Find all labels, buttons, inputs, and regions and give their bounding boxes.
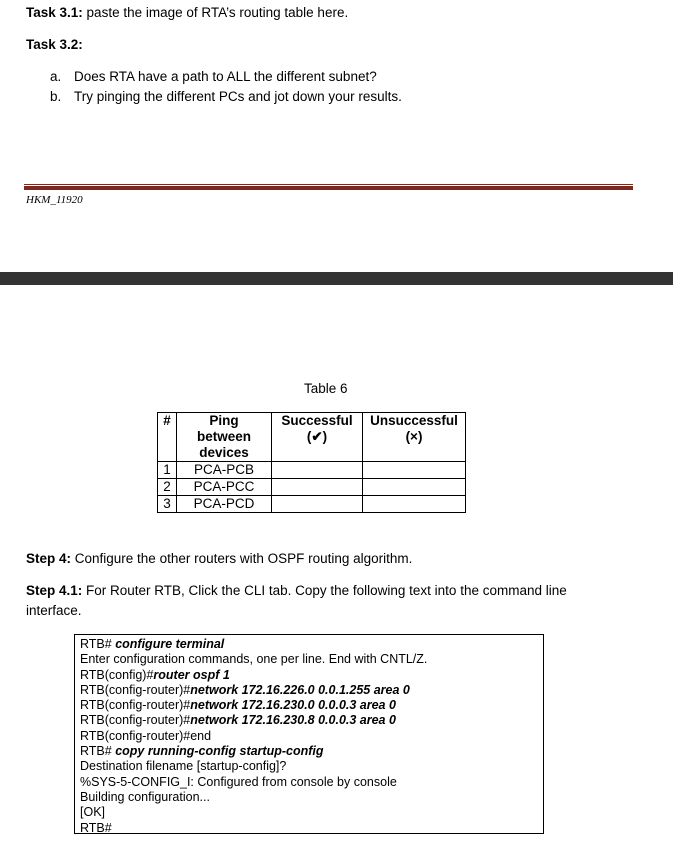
- header-ping-line1: Ping: [209, 413, 239, 428]
- task-3-1-text: paste the image of RTA’s routing table here.: [82, 5, 349, 20]
- step-4-1-text-cont: interface.: [26, 603, 82, 618]
- step-4-1-text: For Router RTB, Click the CLI tab. Copy the following text into the command line: [82, 583, 567, 598]
- row-successful-cell[interactable]: [272, 462, 363, 479]
- header-ping-line3: devices: [199, 445, 249, 460]
- cli-prompt: RTB(config)#: [80, 667, 154, 682]
- cli-prompt: RTB(config-router)#: [80, 698, 191, 713]
- cli-command: network 172.16.226.0 0.0.1.255 area 0: [190, 682, 410, 697]
- table-row: [158, 462, 466, 479]
- cli-line: [80, 683, 538, 698]
- cli-prompt: RTB#: [80, 744, 116, 759]
- cli-line: [80, 668, 538, 683]
- cli-line: Building configuration...: [80, 789, 210, 804]
- cli-line: Enter configuration commands, one per line. End with CNTL/Z.: [80, 652, 428, 667]
- cli-prompt: RTB(config-router)#: [80, 713, 191, 728]
- row-num: 3: [158, 496, 177, 513]
- task-3-1-label: Task 3.1:: [26, 5, 83, 20]
- footer-code: HKM_11920: [26, 194, 83, 206]
- footer-rule-thin: [24, 184, 633, 185]
- question-a-text: Does RTA have a path to ALL the different subnet?: [74, 69, 377, 84]
- cli-prompt: RTB(config-router)#: [80, 682, 191, 697]
- row-unsuccessful-cell[interactable]: [363, 479, 466, 496]
- header-ping: [177, 413, 272, 462]
- cli-command: router ospf 1: [153, 667, 230, 682]
- row-unsuccessful-cell[interactable]: [363, 462, 466, 479]
- header-unsuccessful: [363, 413, 466, 462]
- row-num: 1: [158, 462, 177, 479]
- page-break-band: [0, 272, 673, 285]
- cli-line: [80, 744, 538, 759]
- cli-box: [74, 634, 544, 834]
- header-unsuccessful-line1: Unsuccessful: [370, 413, 458, 428]
- row-unsuccessful-cell[interactable]: [363, 496, 466, 513]
- header-successful: [272, 413, 363, 462]
- header-ping-line2: between: [196, 429, 251, 444]
- row-devices: PCA-PCB: [177, 462, 272, 479]
- table-caption: Table 6: [304, 381, 348, 396]
- question-b-text: Try pinging the different PCs and jot down your results.: [74, 89, 402, 104]
- question-b: [50, 89, 61, 104]
- step-4-1-line: [26, 583, 567, 598]
- cli-command: network 172.16.230.8 0.0.0.3 area 0: [190, 713, 396, 728]
- cli-line: %SYS-5-CONFIG_I: Configured from console by console: [80, 774, 397, 789]
- row-devices: PCA-PCC: [177, 479, 272, 496]
- cli-command: copy running-config startup-config: [115, 744, 324, 759]
- cli-line: Destination filename [startup-config]?: [80, 759, 287, 774]
- question-b-marker: b.: [50, 89, 62, 104]
- header-successful-check: (✔): [306, 429, 328, 444]
- header-num: #: [158, 413, 177, 462]
- row-devices: PCA-PCD: [177, 496, 272, 513]
- step-4-1-label: Step 4.1:: [26, 583, 83, 598]
- header-successful-line1: Successful: [281, 413, 353, 428]
- row-num: 2: [158, 479, 177, 496]
- ping-results-table: [157, 412, 466, 513]
- header-unsuccessful-cross: (×): [405, 429, 423, 444]
- cli-line: [OK]: [80, 805, 106, 820]
- footer-rule-thick: [24, 186, 633, 190]
- question-a-marker: a.: [50, 69, 62, 84]
- row-successful-cell[interactable]: [272, 496, 363, 513]
- cli-line: [80, 637, 538, 652]
- task-3-2-label: Task 3.2:: [26, 37, 83, 52]
- step-4-line: [26, 551, 412, 566]
- cli-line: RTB#: [80, 820, 112, 835]
- cli-line: [80, 713, 538, 728]
- step-4-label: Step 4:: [26, 551, 72, 566]
- row-successful-cell[interactable]: [272, 479, 363, 496]
- table-row: [158, 479, 466, 496]
- table-header-row: [158, 413, 466, 462]
- step-4-text: Configure the other routers with OSPF routing algorithm.: [71, 551, 413, 566]
- cli-line: [80, 698, 538, 713]
- cli-line: RTB(config-router)#end: [80, 728, 212, 743]
- question-a: [50, 69, 61, 84]
- table-row: [158, 496, 466, 513]
- task-3-1-line: [26, 5, 348, 20]
- cli-prompt: RTB#: [80, 637, 116, 651]
- cli-command: network 172.16.230.0 0.0.0.3 area 0: [190, 698, 396, 713]
- cli-command: configure terminal: [115, 637, 225, 651]
